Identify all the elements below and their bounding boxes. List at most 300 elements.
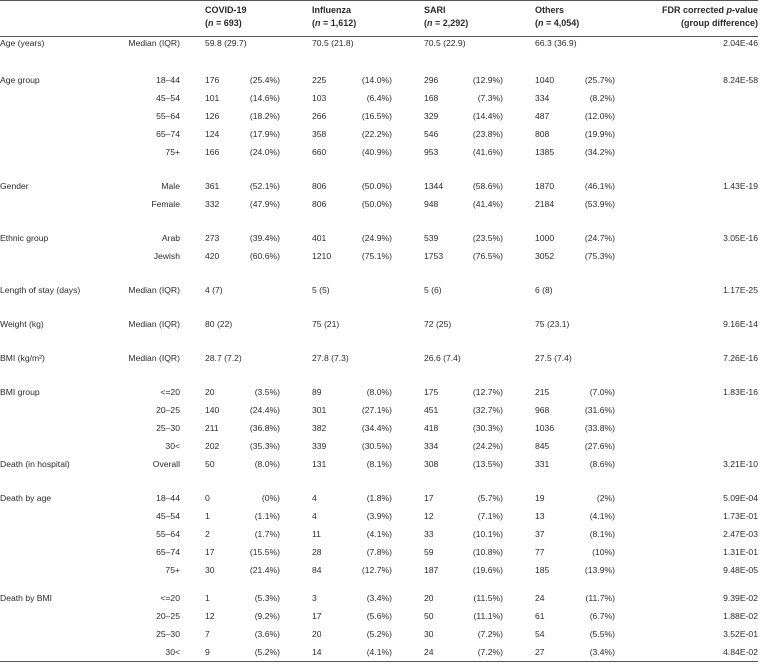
- cell-value: 361: [205, 181, 220, 191]
- cell-value: 6 (8): [535, 285, 553, 295]
- cell-value: 334: [424, 441, 439, 451]
- cell-value: 2: [205, 529, 210, 539]
- cell-value: 1: [205, 511, 210, 521]
- cell-value: 11: [312, 529, 321, 539]
- cell-percent: (25.7%): [584, 75, 615, 85]
- cell-value: 948: [424, 199, 439, 209]
- table-row: [0, 527, 760, 541]
- row-label: BMI group: [0, 387, 40, 397]
- cell-percent: (3.6%): [254, 629, 280, 639]
- cell-percent: (3.4%): [366, 593, 392, 603]
- fdr-value: 4.84E-02: [723, 647, 758, 657]
- fdr-title: FDR corrected: [661, 5, 727, 15]
- row-category: 75+: [165, 147, 180, 157]
- table-row: [0, 109, 760, 123]
- cell-value: 59.8 (29.7): [205, 38, 247, 48]
- row-category: 65–74: [156, 547, 180, 557]
- cell-percent: (41.4%): [472, 199, 503, 209]
- cell-value: 124: [205, 129, 220, 139]
- cell-percent: (19.6%): [472, 565, 503, 575]
- cell-value: 26.6 (7.4): [424, 353, 461, 363]
- cell-value: 61: [535, 611, 545, 621]
- header-others: Others (n = 4,054): [535, 5, 580, 28]
- cell-value: 66.3 (36.9): [535, 38, 577, 48]
- table-row: [0, 563, 760, 577]
- row-category: Jewish: [153, 251, 180, 261]
- cell-percent: (5.7%): [477, 493, 503, 503]
- table-row: [0, 36, 760, 50]
- cell-percent: (53.9%): [584, 199, 615, 209]
- cell-percent: (30.3%): [472, 423, 503, 433]
- cell-percent: (17.9%): [249, 129, 280, 139]
- cell-value: 7: [205, 629, 210, 639]
- cell-percent: (1.7%): [254, 529, 280, 539]
- cell-percent: (47.9%): [249, 199, 280, 209]
- row-label: Gender: [0, 181, 29, 191]
- cell-value: 50: [424, 611, 434, 621]
- cell-value: 28.7 (7.2): [205, 353, 242, 363]
- row-label: BMI (kg/m²): [0, 353, 45, 363]
- cell-percent: (52.1%): [249, 181, 280, 191]
- cell-percent: (8.2%): [589, 93, 615, 103]
- fdr-value: 7.26E-16: [723, 353, 758, 363]
- cell-value: 175: [424, 387, 439, 397]
- table-row: [0, 351, 760, 365]
- cell-percent: (34.4%): [361, 423, 392, 433]
- cell-value: 332: [205, 199, 220, 209]
- cell-value: 187: [424, 565, 439, 575]
- cell-percent: (13.9%): [584, 565, 615, 575]
- cell-percent: (32.7%): [472, 405, 503, 415]
- row-category: Median (IQR): [128, 38, 180, 48]
- cell-value: 331: [535, 459, 550, 469]
- cell-value: 80 (22): [205, 319, 233, 329]
- cell-percent: (11.1%): [473, 611, 503, 621]
- cell-percent: (25.4%): [249, 75, 280, 85]
- cell-value: 546: [424, 129, 439, 139]
- cell-percent: (12.0%): [584, 111, 615, 121]
- cell-value: 14: [312, 647, 322, 657]
- cell-value: 487: [535, 111, 550, 121]
- cell-value: 3: [312, 593, 317, 603]
- cell-percent: (0%): [261, 493, 280, 503]
- cell-percent: (4.1%): [366, 529, 392, 539]
- row-category: 45–54: [156, 93, 180, 103]
- fdr-value: 3.21E-10: [723, 459, 758, 469]
- fdr-value: 1.17E-25: [723, 285, 758, 295]
- row-category: 65–74: [156, 129, 180, 139]
- cell-percent: (10.8%): [472, 547, 503, 557]
- fdr-subtitle: (group difference): [680, 18, 758, 28]
- cell-percent: (14.4%): [472, 111, 503, 121]
- cell-value: 5 (5): [312, 285, 330, 295]
- cell-value: 808: [535, 129, 550, 139]
- cell-value: 103: [312, 93, 327, 103]
- table-row: [0, 645, 760, 659]
- cell-value: 215: [535, 387, 550, 397]
- fdr-value: 1.43E-19: [723, 181, 758, 191]
- row-label: Length of stay (days): [0, 285, 81, 295]
- cell-percent: (75.3%): [584, 251, 615, 261]
- cell-value: 420: [205, 251, 220, 261]
- row-category: 75+: [165, 565, 180, 575]
- cell-value: 140: [205, 405, 220, 415]
- cell-percent: (5.2%): [366, 629, 392, 639]
- fdr-value: 9.48E-05: [723, 565, 758, 575]
- cell-percent: (75.1%): [361, 251, 392, 261]
- fdr-value: 9.39E-02: [723, 593, 758, 603]
- cell-value: 0: [205, 493, 210, 503]
- cell-value: 19: [535, 493, 545, 503]
- group-count: = 4,054: [546, 18, 577, 28]
- cell-value: 358: [312, 129, 327, 139]
- row-category: <=20: [160, 387, 180, 397]
- cell-percent: (21.4%): [249, 565, 280, 575]
- table-row: [0, 231, 760, 245]
- row-category: Female: [151, 199, 180, 209]
- row-label: Weight (kg): [0, 319, 44, 329]
- cell-value: 1344: [424, 181, 444, 191]
- cell-percent: (24.2%): [472, 441, 503, 451]
- cell-percent: (76.5%): [472, 251, 503, 261]
- cell-percent: (46.1%): [584, 181, 615, 191]
- cell-value: 339: [312, 441, 327, 451]
- cell-value: 27: [535, 647, 545, 657]
- table-row: [0, 421, 760, 435]
- fdr-value: 1.31E-01: [723, 547, 758, 557]
- fdr-value: 1.88E-02: [723, 611, 758, 621]
- cell-value: 13: [535, 511, 545, 521]
- group-count: = 1,612: [323, 18, 354, 28]
- fdr-value: 5.09E-04: [723, 493, 758, 503]
- cell-percent: (1.8%): [366, 493, 392, 503]
- cell-percent: (1.1%): [254, 511, 280, 521]
- row-category: Overall: [152, 459, 180, 469]
- cell-value: 4: [312, 511, 317, 521]
- fdr-value: 1.73E-01: [723, 511, 758, 521]
- cell-value: 660: [312, 147, 327, 157]
- fdr-value: 1.83E-16: [723, 387, 758, 397]
- cell-value: 185: [535, 565, 550, 575]
- cell-value: 5 (6): [424, 285, 442, 295]
- cell-value: 1210: [312, 251, 332, 261]
- row-label: Age (years): [0, 38, 45, 48]
- table-row: [0, 197, 760, 211]
- cell-value: 953: [424, 147, 439, 157]
- row-category: Median (IQR): [128, 319, 180, 329]
- cell-value: 126: [205, 111, 220, 121]
- cell-percent: (8.0%): [254, 459, 280, 469]
- n-symbol: n: [427, 18, 433, 28]
- fdr-value: 2.04E-46: [723, 38, 758, 48]
- cell-percent: (11.7%): [585, 593, 615, 603]
- cell-value: 17: [312, 611, 322, 621]
- cell-percent: (12.7%): [472, 387, 503, 397]
- cell-value: 1870: [535, 181, 555, 191]
- table-row: [0, 403, 760, 417]
- group-count: = 693: [216, 18, 239, 28]
- cell-value: 1036: [535, 423, 555, 433]
- header-influenza: Influenza (n = 1,612): [312, 5, 357, 28]
- table-row: [0, 545, 760, 559]
- cell-percent: (6.4%): [366, 93, 392, 103]
- cell-percent: (31.6%): [584, 405, 615, 415]
- row-category: <=20: [160, 593, 180, 603]
- cell-value: 806: [312, 199, 327, 209]
- cell-percent: (16.5%): [361, 111, 392, 121]
- fdr-value: 8.24E-58: [723, 75, 758, 85]
- row-category: Median (IQR): [128, 285, 180, 295]
- cell-percent: (7.8%): [366, 547, 392, 557]
- cell-percent: (10%): [592, 547, 615, 557]
- header-fdr: [662, 4, 758, 30]
- cell-value: 27.5 (7.4): [535, 353, 572, 363]
- cell-percent: (12.7%): [361, 565, 392, 575]
- fdr-title-suffix: -value: [731, 5, 758, 15]
- table-row: [0, 627, 760, 641]
- row-label: Age group: [0, 75, 40, 85]
- n-symbol: n: [208, 18, 214, 28]
- cell-value: 70.5 (21.8): [312, 38, 354, 48]
- cell-percent: (7.2%): [477, 629, 503, 639]
- cell-percent: (5.6%): [366, 611, 392, 621]
- cell-value: 539: [424, 233, 439, 243]
- cell-value: 211: [205, 423, 219, 433]
- row-label: Death by age: [0, 493, 52, 503]
- cell-value: 202: [205, 441, 220, 451]
- table-row: [0, 249, 760, 263]
- row-category: 25–30: [156, 423, 180, 433]
- cell-percent: (12.9%): [472, 75, 503, 85]
- cell-percent: (8.0%): [366, 387, 392, 397]
- cell-value: 845: [535, 441, 550, 451]
- cell-value: 54: [535, 629, 545, 639]
- cell-value: 33: [424, 529, 434, 539]
- cell-value: 77: [535, 547, 545, 557]
- row-category: 20–25: [156, 611, 180, 621]
- row-category: Median (IQR): [128, 353, 180, 363]
- table-row: [0, 73, 760, 87]
- cell-percent: (8.1%): [589, 529, 615, 539]
- row-label: Ethnic group: [0, 233, 49, 243]
- row-category: 55–64: [156, 111, 180, 121]
- cell-percent: (22.2%): [361, 129, 392, 139]
- cell-value: 166: [205, 147, 220, 157]
- cell-percent: (39.4%): [249, 233, 280, 243]
- cell-percent: (24.0%): [249, 147, 280, 157]
- cell-percent: (14.6%): [249, 93, 280, 103]
- cell-value: 24: [424, 647, 434, 657]
- table-row: [0, 385, 760, 399]
- cell-percent: (5.5%): [589, 629, 615, 639]
- cell-value: 9: [205, 647, 210, 657]
- row-label: Death (in hospital): [0, 459, 70, 469]
- table-row: [0, 127, 760, 141]
- cell-percent: (3.5%): [254, 387, 280, 397]
- cell-value: 70.5 (22.9): [424, 38, 466, 48]
- cell-percent: (15.5%): [249, 547, 280, 557]
- cell-value: 1000: [535, 233, 555, 243]
- cell-percent: (4.1%): [589, 511, 615, 521]
- cell-value: 225: [312, 75, 327, 85]
- cell-percent: (10.1%): [472, 529, 503, 539]
- cell-value: 296: [424, 75, 439, 85]
- table-row: [0, 591, 760, 605]
- cell-percent: (7.3%): [477, 93, 503, 103]
- fdr-value: 9.16E-14: [723, 319, 758, 329]
- cell-percent: (9.2%): [254, 611, 280, 621]
- cell-value: 1: [205, 593, 210, 603]
- cell-value: 418: [424, 423, 439, 433]
- cell-value: 84: [312, 565, 322, 575]
- cell-value: 12: [205, 611, 215, 621]
- header-covid: COVID-19 (n = 693): [205, 5, 247, 28]
- cell-percent: (5.2%): [254, 647, 280, 657]
- cell-value: 401: [312, 233, 327, 243]
- p-symbol: p: [726, 5, 732, 15]
- n-symbol: n: [538, 18, 544, 28]
- header-sari: SARI (n = 2,292): [424, 5, 469, 28]
- cell-value: 28: [312, 547, 322, 557]
- cell-percent: (33.8%): [584, 423, 615, 433]
- cell-percent: (18.2%): [249, 111, 280, 121]
- cell-percent: (24.7%): [584, 233, 615, 243]
- cell-percent: (14.0%): [361, 75, 392, 85]
- group-name: SARI: [424, 5, 446, 15]
- cell-percent: (24.9%): [361, 233, 392, 243]
- cell-percent: (24.4%): [249, 405, 280, 415]
- table-row: [0, 457, 760, 471]
- cell-percent: (8.1%): [366, 459, 392, 469]
- cell-value: 451: [424, 405, 439, 415]
- cell-value: 20: [205, 387, 215, 397]
- cell-value: 176: [205, 75, 220, 85]
- cell-value: 17: [424, 493, 434, 503]
- cell-value: 20: [424, 593, 434, 603]
- cell-percent: (7.2%): [477, 647, 503, 657]
- row-category: Male: [161, 181, 180, 191]
- row-category: 18–44: [156, 493, 180, 503]
- table-row: [0, 91, 760, 105]
- row-category: 20–25: [156, 405, 180, 415]
- top-rule: [0, 0, 758, 1]
- cell-percent: (41.6%): [472, 147, 503, 157]
- group-name: Influenza: [312, 5, 352, 15]
- fdr-value: 3.05E-16: [723, 233, 758, 243]
- cell-percent: (30.5%): [361, 441, 392, 451]
- cell-value: 30: [205, 565, 215, 575]
- cell-value: 1040: [535, 75, 555, 85]
- cell-value: 75 (21): [312, 319, 340, 329]
- cell-value: 75 (23.1): [535, 319, 570, 329]
- table-row: [0, 509, 760, 523]
- cell-value: 2184: [535, 199, 555, 209]
- cell-percent: (60.6%): [249, 251, 280, 261]
- cell-percent: (58.6%): [472, 181, 503, 191]
- cell-percent: (7.1%): [477, 511, 503, 521]
- row-category: 30<: [165, 441, 180, 451]
- n-symbol: n: [315, 18, 321, 28]
- cell-percent: (40.9%): [361, 147, 392, 157]
- cell-value: 59: [424, 547, 434, 557]
- cell-value: 329: [424, 111, 439, 121]
- row-category: 25–30: [156, 629, 180, 639]
- cell-value: 301: [312, 405, 327, 415]
- cell-value: 12: [424, 511, 434, 521]
- cell-value: 72 (25): [424, 319, 452, 329]
- cell-percent: (7.0%): [589, 387, 615, 397]
- row-category: 55–64: [156, 529, 180, 539]
- table-row: [0, 179, 760, 193]
- cell-value: 89: [312, 387, 322, 397]
- cell-percent: (2%): [596, 493, 615, 503]
- table-row: [0, 317, 760, 331]
- cell-value: 266: [312, 111, 327, 121]
- cell-percent: (50.0%): [361, 199, 392, 209]
- cell-percent: (50.0%): [361, 181, 392, 191]
- cell-value: 168: [424, 93, 439, 103]
- cell-value: 30: [424, 629, 434, 639]
- cell-percent: (23.8%): [472, 129, 503, 139]
- cell-percent: (19.9%): [584, 129, 615, 139]
- cell-value: 27.8 (7.3): [312, 353, 349, 363]
- cell-value: 382: [312, 423, 327, 433]
- table-row: [0, 145, 760, 159]
- cell-value: 37: [535, 529, 545, 539]
- cell-percent: (3.9%): [366, 511, 392, 521]
- cell-value: 4 (7): [205, 285, 223, 295]
- cell-percent: (27.6%): [584, 441, 615, 451]
- cell-percent: (6.7%): [589, 611, 615, 621]
- cell-percent: (11.5%): [473, 593, 503, 603]
- group-count: = 2,292: [435, 18, 466, 28]
- cell-value: 1385: [535, 147, 555, 157]
- cell-value: 1753: [424, 251, 444, 261]
- cell-percent: (23.5%): [472, 233, 503, 243]
- cell-percent: (35.3%): [249, 441, 280, 451]
- group-name: Others: [535, 5, 565, 15]
- row-category: 30<: [165, 647, 180, 657]
- row-category: 18–44: [156, 75, 180, 85]
- cell-percent: (27.1%): [361, 405, 392, 415]
- cell-percent: (5.3%): [254, 593, 280, 603]
- cell-value: 17: [205, 547, 215, 557]
- cell-percent: (34.2%): [584, 147, 615, 157]
- cell-value: 968: [535, 405, 550, 415]
- cell-value: 101: [205, 93, 220, 103]
- cell-value: 273: [205, 233, 220, 243]
- cell-value: 24: [535, 593, 545, 603]
- cell-value: 3052: [535, 251, 555, 261]
- cell-value: 806: [312, 181, 327, 191]
- table-row: [0, 609, 760, 623]
- table-row: [0, 283, 760, 297]
- cell-value: 20: [312, 629, 322, 639]
- bottom-rule: [0, 661, 758, 662]
- cell-percent: (13.5%): [472, 459, 503, 469]
- cell-percent: (3.4%): [589, 647, 615, 657]
- fdr-value: 3.52E-01: [723, 629, 758, 639]
- fdr-value: 2.47E-03: [723, 529, 758, 539]
- cell-value: 308: [424, 459, 439, 469]
- cell-percent: (4.1%): [366, 647, 392, 657]
- row-label: Death by BMI: [0, 593, 53, 603]
- table-row: [0, 439, 760, 453]
- cell-value: 4: [312, 493, 317, 503]
- cell-value: 334: [535, 93, 550, 103]
- cell-percent: (36.8%): [249, 423, 280, 433]
- group-name: COVID-19: [205, 5, 247, 15]
